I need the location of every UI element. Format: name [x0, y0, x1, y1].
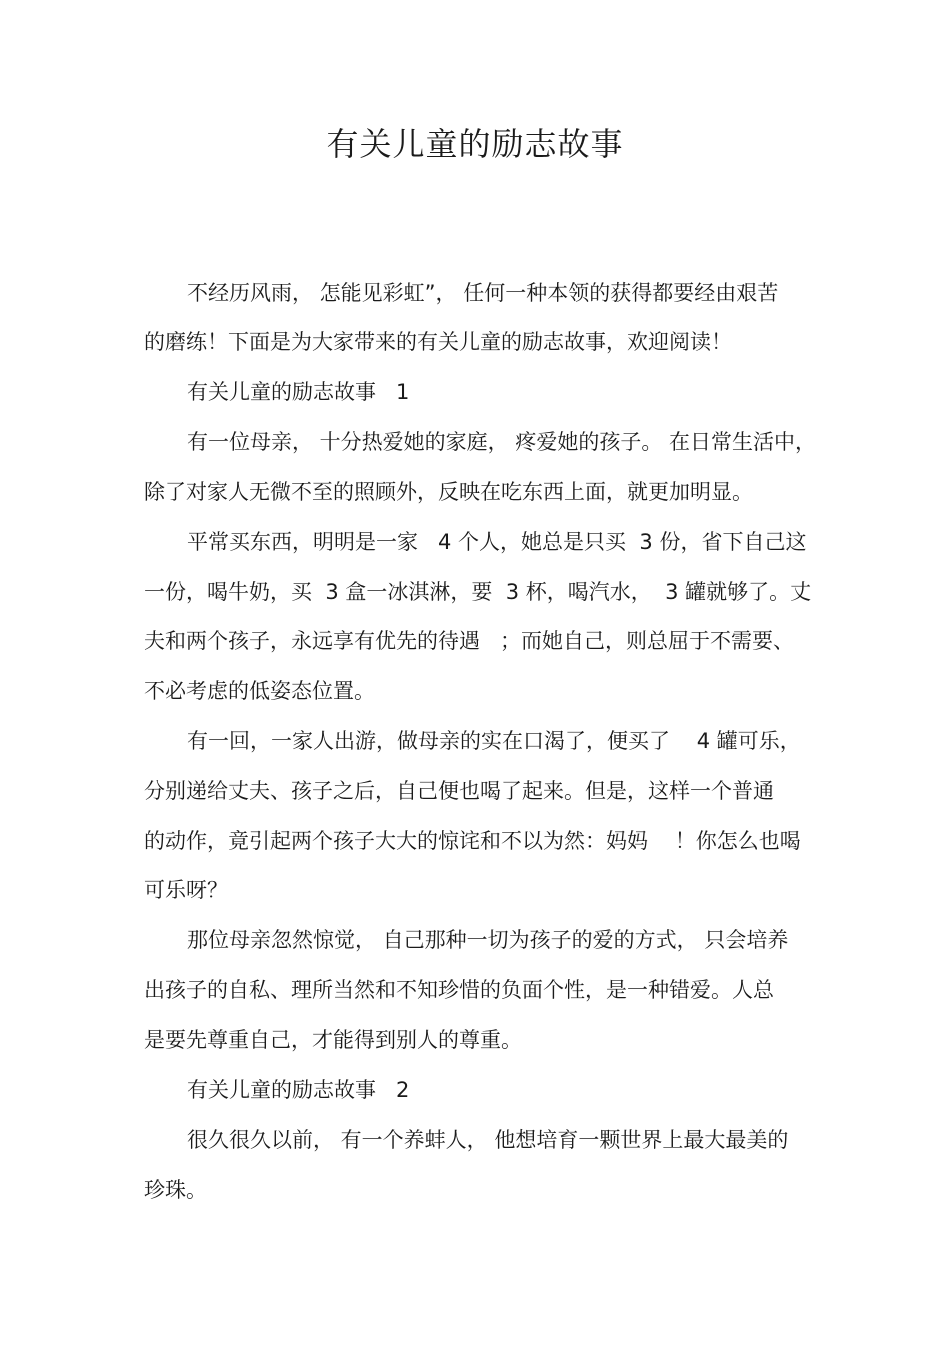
section-heading: 有关儿童的励志故事 2 — [187, 1078, 410, 1102]
paragraph-line: 珍珠。 — [144, 1178, 207, 1202]
paragraph-line: 分别递给丈夫、孩子之后，自己便也喝了起来。但是，这样一个普通 — [144, 779, 774, 803]
document-title: 有关儿童的励志故事 — [326, 125, 624, 163]
paragraph-line: 有一回，一家人出游，做母亲的实在口渴了，便买了 4 罐可乐， — [187, 729, 801, 753]
paragraph-line: 除了对家人无微不至的照顾外，反映在吃东西上面，就更加明显。 — [144, 480, 753, 504]
paragraph-line: 不必考虑的低姿态位置。 — [144, 679, 375, 703]
paragraph-line: 一份，喝牛奶，买 3 盒一冰淇淋，要 3 杯，喝汽水， 3 罐就够了。丈 — [144, 580, 812, 604]
paragraph-line: 有一位母亲， 十分热爱她的家庭， 疼爱她的孩子。 在日常生活中， — [187, 430, 817, 454]
paragraph-line: 那位母亲忽然惊觉， 自己那种一切为孩子的爱的方式， 只会培养 — [187, 928, 789, 952]
paragraph-line: 出孩子的自私、理所当然和不知珍惜的负面个性，是一种错爱。人总 — [144, 978, 774, 1002]
paragraph-line: 的磨练！下面是为大家带来的有关儿童的励志故事，欢迎阅读！ — [144, 330, 732, 354]
paragraph-line: 是要先尊重自己，才能得到别人的尊重。 — [144, 1028, 522, 1052]
paragraph-line: 可乐呀？ — [144, 878, 228, 902]
paragraph-line: 很久很久以前， 有一个养蚌人， 他想培育一颗世界上最大最美的 — [187, 1128, 789, 1152]
section-heading: 有关儿童的励志故事 1 — [187, 380, 410, 404]
paragraph-line: 不经历风雨， 怎能见彩虹”， 任何一种本领的获得都要经由艰苦 — [187, 281, 779, 305]
paragraph-line: 夫和两个孩子，永远享有优先的待遇 ；而她自己，则总屈于不需要、 — [144, 629, 795, 653]
paragraph-line: 平常买东西，明明是一家 4 个人，她总是只买 3 份，省下自己这 — [187, 530, 807, 554]
paragraph-line: 的动作，竟引起两个孩子大大的惊诧和不以为然：妈妈 ！你怎么也喝 — [144, 829, 801, 853]
